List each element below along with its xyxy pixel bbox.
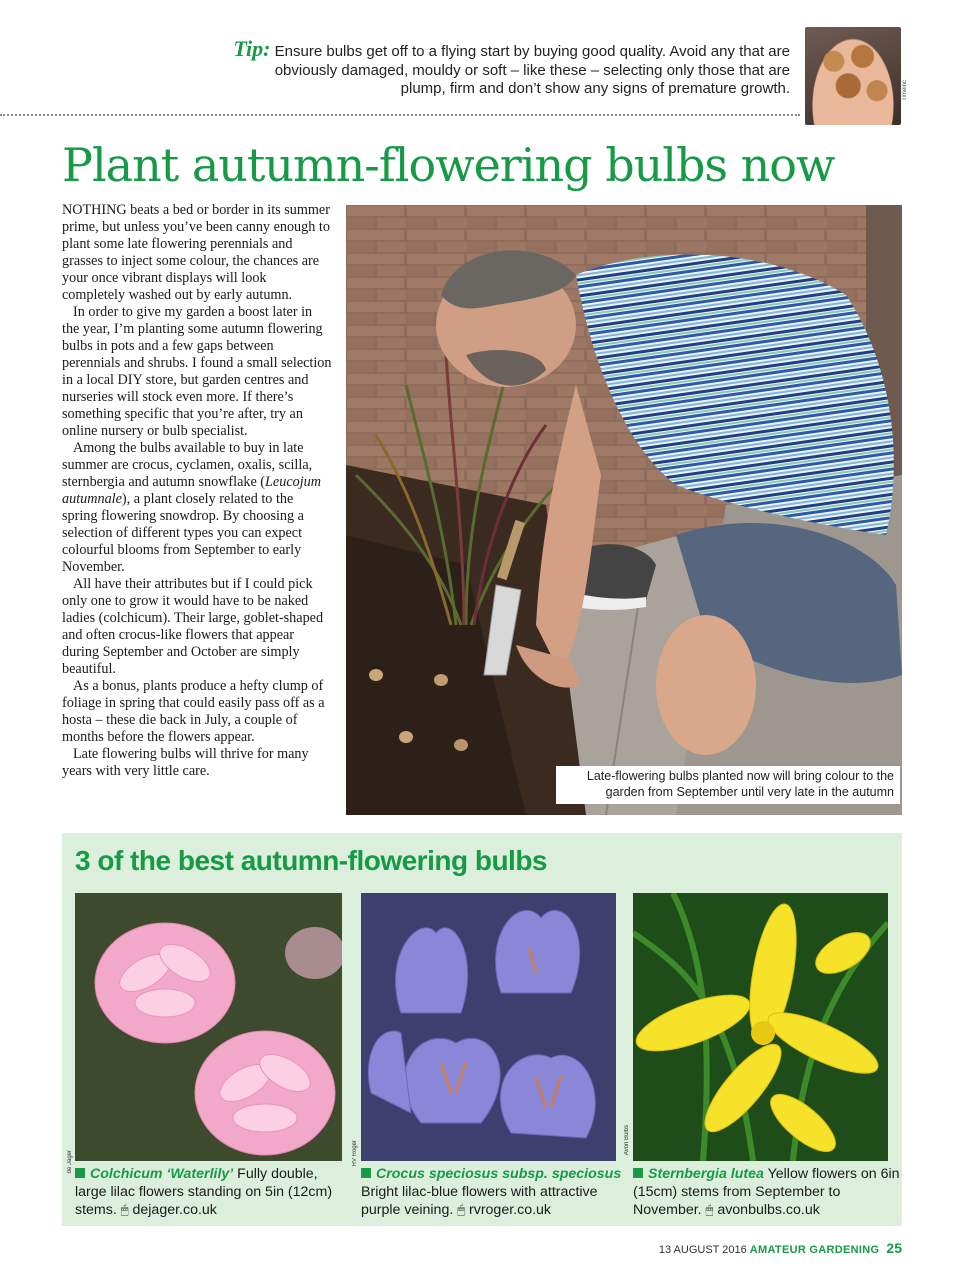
bullet-square-icon — [361, 1168, 371, 1178]
colchicum-photo — [75, 893, 342, 1161]
magazine-name: AMATEUR GARDENING — [749, 1244, 880, 1256]
crocus-photo — [361, 893, 616, 1161]
mouse-icon: 🖱 — [457, 1202, 466, 1217]
tip-text: Ensure bulbs get off to a flying start by buying good quality. Avoid any that are obviously damaged, mouldy or soft – like these – selecting only those that are plump, firm and don’t show any signs of premature growth. — [274, 43, 790, 97]
issue-date: 13 AUGUST 2016 — [658, 1244, 747, 1256]
sternbergia-photo-credit: Avon Bulbs — [624, 1125, 630, 1156]
paragraph-3-text-a: Among the bulbs available to buy in late summer are crocus, cyclamen, oxalis, scilla, sternbergia and autumn snowflake ( — [62, 440, 313, 490]
paragraph-1 — [62, 202, 332, 304]
paragraph-2: In order to give my garden a boost later in the year, I’m planting some autumn flowering bulbs in pots and a few gaps between perennials and shrubs. I found a small selection in a local DIY store, but garden centres and nurseries will stock even more. If there’s something specific that you’re after, try an online nursery or bulb specialist. — [62, 304, 332, 439]
paragraph-6: Late flowering bulbs will thrive for many years with very little care. — [62, 746, 309, 779]
colchicum-link[interactable]: dejager.co.uk — [132, 1202, 217, 1218]
lead-word: NOTHING — [62, 202, 127, 218]
main-photo-caption: Late-flowering bulbs planted now will bring colour to the garden from September until very late in the autumn — [556, 766, 900, 804]
crocus-caption — [361, 1165, 631, 1219]
tip-bulbs-photo — [805, 27, 901, 125]
colchicum-desc: Fully double, large lilac flowers standing on 5in (12cm) stems. — [75, 1166, 333, 1218]
bullet-square-icon — [75, 1168, 85, 1178]
crocus-desc: Bright lilac-blue flowers with attractive purple veining. — [361, 1184, 598, 1218]
paragraph-5: As a bonus, plants produce a hefty clump of foliage in spring that could easily pass off as a hosta – these die back in July, a couple of months before the flowers appear. — [62, 678, 325, 745]
sternbergia-desc: Yellow flowers on 6in (15cm) stems from September to November. — [633, 1166, 900, 1218]
main-photo-planting — [346, 205, 902, 815]
colchicum-caption — [75, 1165, 345, 1219]
mouse-icon: 🖱 — [120, 1202, 129, 1217]
mouse-icon: 🖱 — [705, 1202, 714, 1217]
sternbergia-name: Sternbergia lutea — [648, 1166, 764, 1182]
tip-box — [230, 36, 790, 99]
tip-label: Tip: — [233, 36, 271, 61]
paragraph-3-text-c: ), a plant closely related to the spring flowering snowdrop. By choosing a selection of different types you can expect colourful blooms from September to early November. — [62, 491, 304, 575]
bullet-square-icon — [633, 1168, 643, 1178]
tip-photo-credit: Timeinc — [902, 80, 908, 101]
latin-name: Leucojum autumnale — [62, 474, 321, 507]
sternbergia-photo — [633, 893, 888, 1161]
crocus-photo-credit: RV Roger — [352, 1140, 358, 1167]
best-bulbs-title: 3 of the best autumn-flowering bulbs — [75, 845, 547, 876]
article-body — [62, 202, 332, 780]
page-footer — [600, 1240, 902, 1256]
colchicum-name: Colchicum ‘Waterlily’ — [90, 1166, 234, 1182]
crocus-name: Crocus speciosus subsp. speciosus — [376, 1166, 622, 1182]
sternbergia-link[interactable]: avonbulbs.co.uk — [717, 1202, 820, 1218]
page-title: Plant autumn-flowering bulbs now — [62, 138, 835, 192]
colchicum-photo-credit: de Jager — [67, 1150, 73, 1174]
page-number: 25 — [886, 1240, 902, 1256]
dotted-divider — [0, 114, 800, 116]
sternbergia-caption — [633, 1165, 903, 1219]
paragraph-4: All have their attributes but if I could pick only one to grow it would have to be naked ladies (colchicum). Their large, goblet-shaped and often crocus-like flowers that appear during September and October are simply beautiful. — [62, 576, 324, 677]
crocus-link[interactable]: rvroger.co.uk — [469, 1202, 552, 1218]
paragraph-3 — [62, 440, 332, 576]
paragraph-1-text: beats a bed or border in its summer prime, but unless you’ve been canny enough to plant some late flowering perennials and grasses to inject some colour, the chances are your once vibrant displays will look completely washed out by early autumn. — [62, 202, 330, 303]
